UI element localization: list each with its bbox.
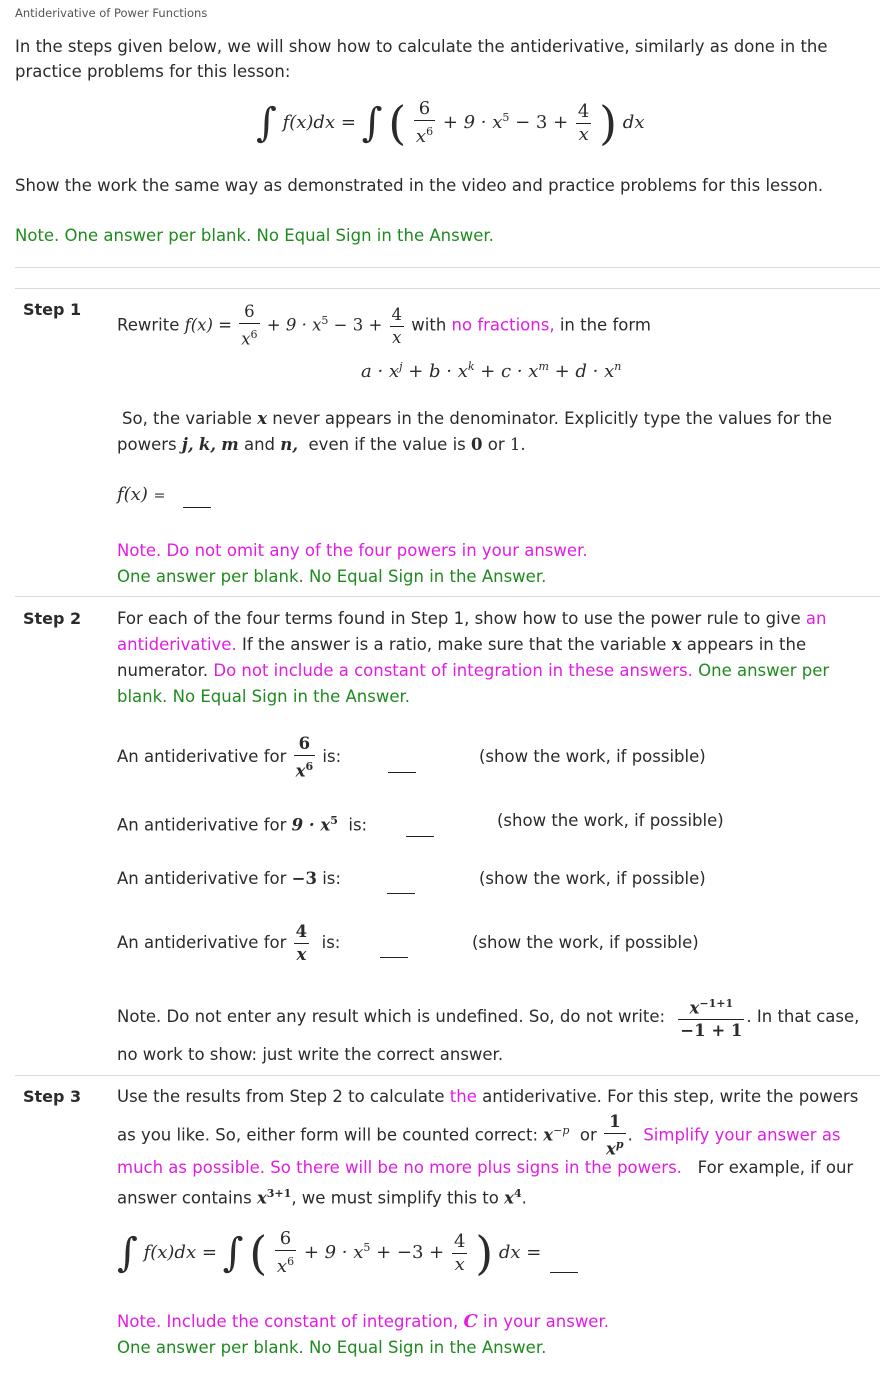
intro-line-1: In the steps given below, we will show how to calculate the antiderivative, similarly as done in the	[15, 37, 828, 56]
undefined-note: Note. Do not enter any result which is undefined. So, do not write: $\frac{x^{-1+1}}{-1 + 1}$ . In that case,	[117, 992, 859, 1042]
antiderivative-row-1: An antiderivative for $\frac{6}{x^6}$ is:	[117, 733, 342, 781]
step-3-line-4: answer contains $x^{3+1}$, we must simplify this to $x^4$.	[117, 1187, 527, 1208]
integral-answer-blank[interactable]	[550, 1271, 578, 1273]
step-2-label: Step 2	[23, 609, 82, 628]
divider	[15, 596, 880, 597]
step-2-para-1: For each of the four terms found in Step 1, show how to use the power rule to give an	[117, 609, 827, 628]
step-2-para-3: numerator. Do not include a constant of integration in these answers. One answer per	[117, 661, 830, 680]
step-1-rewrite: Rewrite f(x) = $\frac{6}{x^6}$ + $9 \cdot x^5 - 3$ + $\frac{4}{x}$ with no fractions, in the form	[117, 302, 651, 349]
divider	[15, 1075, 880, 1076]
undefined-note-2: no work to show: just write the correct answer.	[117, 1045, 504, 1064]
main-equation: ∫ f(x)dx = ∫ ( $\frac{6}{x^6}$ + $9 \cdot x^5 - 3$ + $\frac{4}{x}$ ) dx	[256, 96, 645, 150]
intro-note: Note. One answer per blank. No Equal Sign in the Answer.	[15, 226, 494, 245]
step-3-note-pink: Note. Include the constant of integration, C in your answer.	[117, 1311, 609, 1332]
intro-line-2: practice problems for this lesson:	[15, 62, 291, 81]
fraction-4-over-x: $\frac{4}{x}$	[577, 100, 590, 145]
show-work-hint-4: (show the work, if possible)	[472, 933, 699, 952]
divider	[15, 267, 880, 268]
show-work-hint-2: (show the work, if possible)	[497, 811, 724, 830]
fx-answer-row: f(x) =	[117, 484, 211, 508]
step-3-line-3: much as possible. So there will be no more plus signs in the powers. For example, if our	[117, 1158, 854, 1177]
fx-answer-blank[interactable]	[183, 506, 211, 508]
step-3-line-2: as you like. So, either form will be counted correct: $x^{-p}$ or $\frac{1}{x^p}$ . Simplify your answer as	[117, 1112, 841, 1159]
power-form: $a \cdot x^j + b \cdot x^k + c \cdot x^m + d \cdot x^n$	[361, 360, 622, 382]
step-1-note-pink: Note. Do not omit any of the four powers in your answer.	[117, 541, 588, 560]
step-1-explanation-2: powers j, k, m and n, even if the value is 0 or 1.	[117, 435, 526, 454]
step-1-label: Step 1	[23, 300, 82, 319]
antiderivative-row-3: An antiderivative for −3 is:	[117, 869, 341, 888]
step-2-para-2: antiderivative. If the answer is a ratio, make sure that the variable x appears in the	[117, 635, 807, 654]
page-title: Antiderivative of Power Functions	[15, 6, 208, 20]
show-work-text: Show the work the same way as demonstrated in the video and practice problems for this lesson.	[15, 176, 824, 195]
step-1-explanation-1: So, the variable x never appears in the denominator. Explicitly type the values for the	[122, 409, 833, 428]
step-3-note-green: One answer per blank. No Equal Sign in the Answer.	[117, 1338, 547, 1357]
step-3-equation: ∫ f(x)dx = ∫ ( $\frac{6}{x^6}$ + $9 \cdot x^5 + -3$ + $\frac{4}{x}$ ) dx =	[117, 1226, 542, 1280]
show-work-hint-3: (show the work, if possible)	[479, 869, 706, 888]
antiderivative-row-2: An antiderivative for $9 \cdot x^5$ is:	[117, 814, 368, 835]
antiderivative-row-4: An antiderivative for $\frac{4}{x}$ is:	[117, 922, 341, 964]
antiderivative-blank-4[interactable]	[380, 956, 408, 958]
step-1-note-green: One answer per blank. No Equal Sign in the Answer.	[117, 567, 547, 586]
fraction-6-over-x6: $\frac{6}{x^6}$	[415, 98, 434, 147]
antiderivative-blank-2[interactable]	[406, 835, 434, 837]
step-3-line-1: Use the results from Step 2 to calculate the antiderivative. For this step, write the powers	[117, 1087, 859, 1106]
divider	[15, 288, 880, 289]
antiderivative-blank-3[interactable]	[387, 892, 415, 894]
antiderivative-blank-1[interactable]	[388, 771, 416, 773]
integral-sign: ∫	[256, 100, 277, 146]
show-work-hint-1: (show the work, if possible)	[479, 747, 706, 766]
step-2-para-4: blank. No Equal Sign in the Answer.	[117, 687, 410, 706]
step-3-label: Step 3	[23, 1087, 82, 1106]
